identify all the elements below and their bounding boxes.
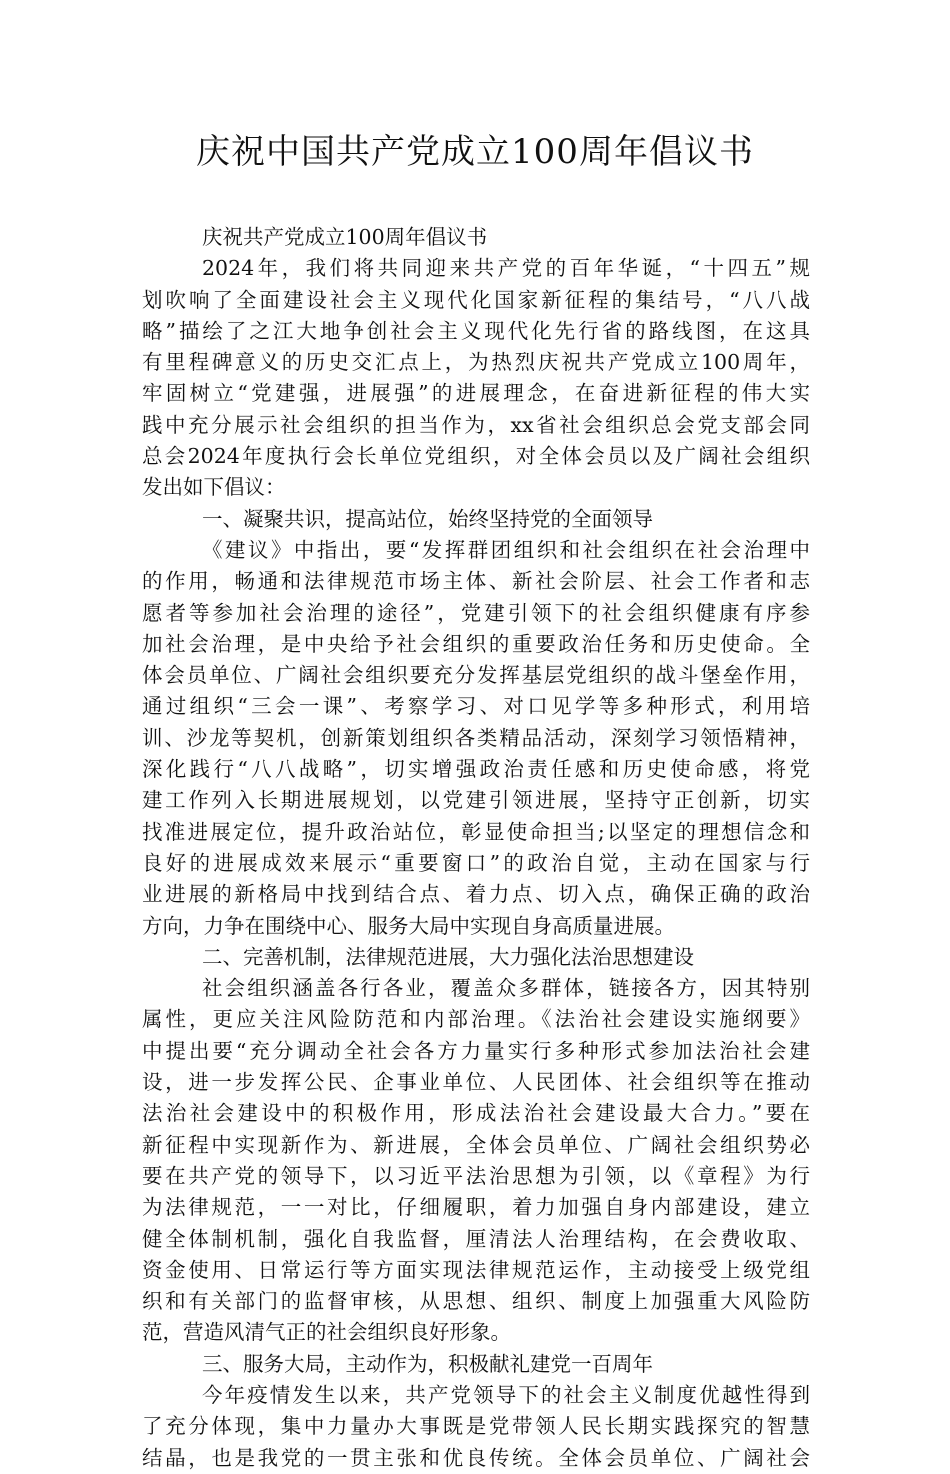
text-line: 通过组织“三会一课”、考察学习、对口见学等多种形式，利用培 [142,694,810,719]
text-line: 深化践行“八八战略”，切实增强政治责任感和历史使命感，将党 [142,757,810,782]
text-line: 方向，力争在围绕中心、服务大局中实现自身高质量进展。 [142,913,675,938]
text-line: 了充分体现，集中力量办大事既是党带领人民长期实践探究的智慧 [142,1414,810,1439]
text-line: 为法律规范，一一对比，仔细履职，着力加强自身内部建设，建立 [142,1195,810,1220]
text-line: 设，进一步发挥公民、企事业单位、人民团体、社会组织等在推动 [142,1070,810,1095]
text-line: 结晶，也是我党的一贯主张和优良传统。全体会员单位、广阔社会 [142,1445,810,1470]
text-line: 法治社会建设中的积极作用，形成法治社会建设最大合力。”要在 [142,1101,810,1126]
text-line: 业进展的新格局中找到结合点、着力点、切入点，确保正确的政治 [142,882,810,907]
text-line: 要在共产党的领导下，以习近平法治思想为引领，以《章程》为行 [142,1163,810,1188]
text-line: 找准进展定位，提升政治站位，彰显使命担当;以坚定的理想信念和 [142,819,810,844]
text-line: 有里程碑意义的历史交汇点上，为热烈庆祝共产党成立100周年， [142,350,810,375]
text-line: 的作用，畅通和法律规范市场主体、新社会阶层、社会工作者和志 [142,569,810,594]
text-line: 新征程中实现新作为、新进展，全体会员单位、广阔社会组织势必 [142,1132,810,1157]
text-line: 牢固树立“党建强，进展强”的进展理念，在奋进新征程的伟大实 [142,381,810,406]
text-line: 2024年，我们将共同迎来共产党的百年华诞，“十四五”规 [202,256,810,281]
text-line: 健全体制机制，强化自我监督，厘清法人治理结构，在会费收取、 [142,1226,810,1251]
text-line: 一、凝聚共识，提高站位，始终坚持党的全面领导 [202,506,653,531]
text-line: 加社会治理，是中央给予社会组织的重要政治任务和历史使命。全 [142,631,810,656]
document-body [142,222,810,1474]
text-line: 训、沙龙等契机，创新策划组织各类精品活动，深刻学习领悟精神， [142,725,810,750]
text-line: 略”描绘了之江大地争创社会主义现代化先行省的路线图，在这具 [142,318,810,343]
text-line: 二、完善机制，法律规范进展，大力强化法治思想建设 [202,944,694,969]
text-line: 发出如下倡议： [142,475,286,500]
text-line: 《建议》中指出，要“发挥群团组织和社会组织在社会治理中 [202,537,810,562]
text-line: 织和有关部门的监督审核，从思想、组织、制度上加强重大风险防 [142,1289,810,1314]
text-line: 体会员单位、广阔社会组织要充分发挥基层党组织的战斗堡垒作用， [142,663,810,688]
text-line: 践中充分展示社会组织的担当作为，xx省社会组织总会党支部会同 [142,412,810,437]
text-line: 建工作列入长期进展规划，以党建引领进展，坚持守正创新，切实 [142,788,810,813]
text-line: 良好的进展成效来展示“重要窗口”的政治自觉，主动在国家与行 [142,850,810,875]
text-line: 划吹响了全面建设社会主义现代化国家新征程的集结号，“八八战 [142,287,810,312]
text-line: 社会组织涵盖各行各业，覆盖众多群体，链接各方，因其特别 [202,976,810,1001]
text-line: 三、服务大局，主动作为，积极献礼建党一百周年 [202,1351,653,1376]
text-line: 总会2024年度执行会长单位党组织，对全体会员以及广阔社会组织 [142,444,810,469]
text-line: 今年疫情发生以来，共产党领导下的社会主义制度优越性得到 [202,1382,810,1407]
document-title: 庆祝中国共产党成立100周年倡议书 [196,132,754,172]
text-line: 中提出要“充分调动全社会各方力量实行多种形式参加法治社会建 [142,1038,810,1063]
text-line: 愿者等参加社会治理的途径”，党建引领下的社会组织健康有序参 [142,600,810,625]
text-line: 庆祝共产党成立100周年倡议书 [202,225,488,249]
text-line: 范，营造风清气正的社会组织良好形象。 [142,1320,511,1345]
text-line: 属性，更应关注风险防范和内部治理。《法治社会建设实施纲要》 [142,1007,810,1032]
text-line: 资金使用、日常运行等方面实现法律规范运作，主动接受上级党组 [142,1257,810,1282]
